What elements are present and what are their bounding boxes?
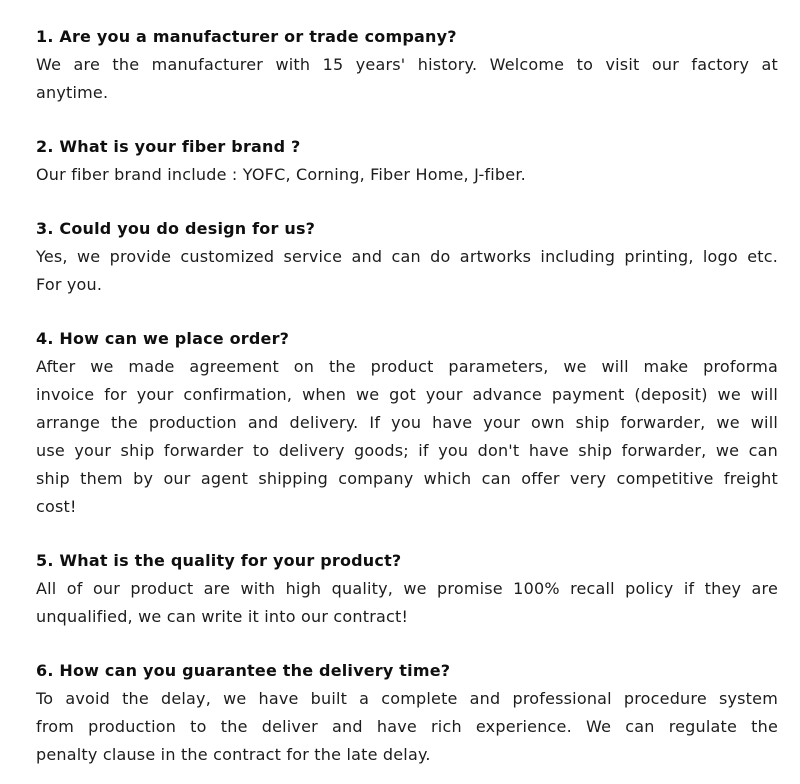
answer-line: anytime. (36, 83, 109, 102)
faq-item-1 (36, 23, 778, 107)
answer-line: For you. (36, 275, 103, 294)
answer-line: unqualified, we can write it into our contract! (36, 607, 409, 626)
answer-line: invoice for your confirmation, when we got your advance payment (deposit) we will (36, 385, 778, 404)
faq-question-2: 2. What is your fiber brand ? (36, 137, 301, 156)
faq-question-3: 3. Could you do design for us? (36, 219, 316, 238)
answer-line: use your ship forwarder to delivery goods; if you don't have ship forwarder, we can (36, 441, 778, 460)
faq-item-2 (36, 133, 778, 189)
answer-line: cost! (36, 497, 77, 516)
faq-item-5 (36, 547, 778, 631)
answer-line: arrange the production and delivery. If you have your own ship forwarder, we will (36, 413, 778, 432)
answer-line: After we made agreement on the product parameters, we will make proforma (36, 357, 778, 376)
faq-answer-6 (36, 685, 778, 769)
faq-item-3 (36, 215, 778, 299)
answer-line: All of our product are with high quality, we promise 100% recall policy if they are (36, 579, 778, 598)
faq-answer-3 (36, 243, 778, 299)
faq-question-1: 1. Are you a manufacturer or trade company? (36, 27, 457, 46)
faq-answer-1 (36, 51, 778, 107)
answer-line: penalty clause in the contract for the late delay. (36, 745, 431, 764)
faq-question-5: 5. What is the quality for your product? (36, 551, 402, 570)
faq-answer-2 (36, 161, 778, 189)
faq-question-6: 6. How can you guarantee the delivery time? (36, 661, 451, 680)
answer-line: We are the manufacturer with 15 years' history. Welcome to visit our factory at (36, 55, 778, 74)
faq-item-4 (36, 325, 778, 521)
answer-line: from production to the deliver and have rich experience. We can regulate the (36, 717, 778, 736)
answer-line: To avoid the delay, we have built a complete and professional procedure system (36, 689, 778, 708)
answer-line: Our fiber brand include : YOFC, Corning, Fiber Home, J-fiber. (36, 165, 526, 184)
faq-item-6 (36, 657, 778, 769)
faq-answer-4 (36, 353, 778, 521)
faq-question-4: 4. How can we place order? (36, 329, 290, 348)
answer-line: ship them by our agent shipping company which can offer very competitive freight (36, 469, 778, 488)
faq-answer-5 (36, 575, 778, 631)
answer-line: Yes, we provide customized service and can do artworks including printing, logo etc. (36, 247, 778, 266)
